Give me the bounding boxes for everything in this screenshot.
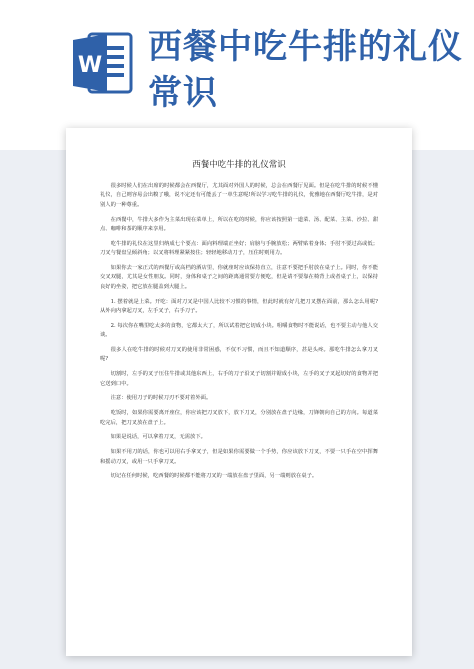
header-title: 西餐中吃牛排的礼仪常识	[148, 27, 463, 113]
watermark	[67, 574, 412, 636]
paragraph: 注意：使用刀子的时候刀刃不要对着外面。	[110, 395, 212, 402]
document-title: 西餐中吃牛排的礼仪常识	[192, 160, 286, 170]
paragraph: 如果不用刀的话，你也可以用右手拿叉子，但是如果你需要做一个手势，你应该放下刀叉，不要一只手在空中挥舞和摇动刀叉，或用一只手拿刀叉。	[100, 449, 378, 465]
paragraph: 1. 摆着就是上菜。开吃：面对刀叉是中国人比较不习惯的事情，但此时就有好几把刀叉摆在面前，那么怎么用呢?从外向内拿起刀叉，左手叉子，右手刀子。	[100, 298, 378, 315]
paragraph: 切割时，左手的叉子压住牛排或其他东西上，右手的刀子沿叉子切割并锯成小块，左手的叉子叉起切好的食物并把它送到口中。	[100, 371, 378, 387]
paragraph: 吃牛排的礼仪在这里归纳成七个要点：面向料理端正坐好；肩膀与手腕放松；两臂贴着身体；手肘不要过高或低；刀叉与餐盘呈倾斜角；以叉将料理紧紧按住；轻轻地移动刀子，压住时则用力。	[100, 240, 378, 257]
paragraph: 在西餐中，牛排大多作为主菜出现在菜单上，所以在吃的时候，你应该按照第一道菜、汤、配菜、主菜、沙拉、甜点、咖啡和茶的顺序来享用。	[100, 216, 378, 233]
paragraph: 吃饭时，如果你需要离开座位，你应该把刀叉放下，放下刀叉，分别放在盘子边缘，刀锋朝向自己的方向。每道菜吃完后，把刀叉放在盘子上。	[100, 410, 378, 426]
document-page	[66, 128, 412, 656]
paragraph: 如果你去一家正式的西餐厅或高档的酒店里，你就座时应该保持直立，注意不要把手肘放在桌子上。同时，你不能交叉双腿，尤其是女性朋友。同时，身体和桌子之间的距离通常要方便吃，但是请不要靠在椅背上或者桌子上，以保持良好的坐姿，把它放在腿盖到大腿上。	[100, 265, 378, 290]
paragraph: 切记在任何时候，吃西餐的时候都不能将刀叉的一端放在盘子里面，另一端则放在桌子。	[110, 473, 318, 480]
word-document-icon	[73, 30, 133, 96]
paragraph: 很多时候人们在出席的时候都会在西餐厅，尤其面对外国人的时候，总会在西餐厅见面。但是在吃牛排的时候不懂礼仪，自己则容易会出糗了哦，说不定还有可能丢了一单生意呢!所以学习吃牛排的礼仪，优雅地在西餐厅吃牛排，是对别人的一种尊重。	[100, 183, 378, 208]
paragraph: 2. 每次你在嘴里吃太多的食物，它都太大了，所以试着把它切成小块。咀嚼食物时不能说话，也不要主动与他人交谈。	[100, 322, 378, 339]
paragraph: 如果是说话，可以拿着刀叉，无需放下。	[110, 434, 206, 441]
paragraph: 很多人在吃牛排的时候对刀叉的使用非常困惑，不仅不习惯，而且不知道顺序，甚是头疼。那吃牛排怎么拿刀叉呢?	[100, 347, 378, 363]
svg-text:W: W	[77, 53, 103, 78]
